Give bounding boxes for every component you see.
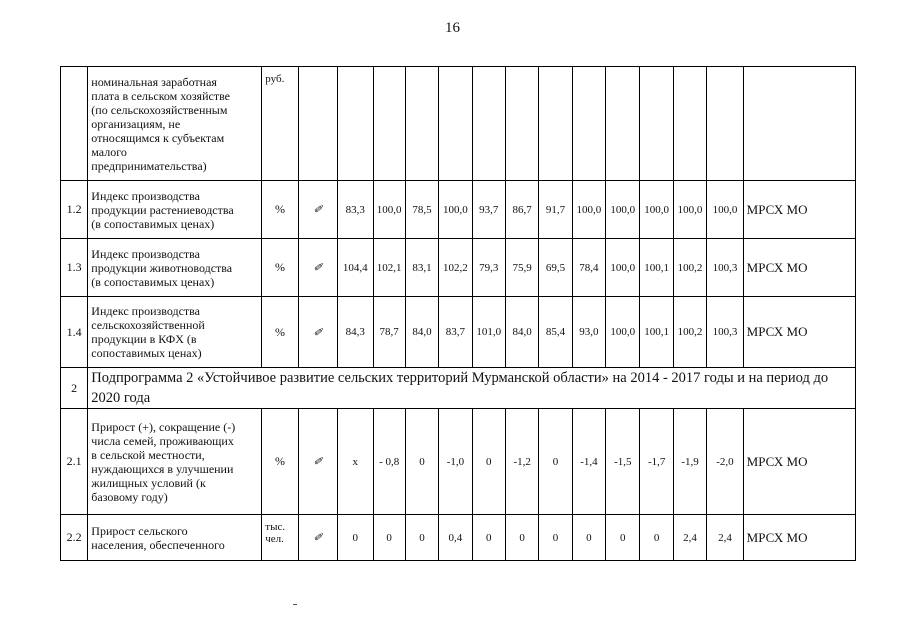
executor-cell: МРСХ МО xyxy=(743,409,855,515)
indicator-name-line: Прирост (+), сокращение (-) xyxy=(91,419,236,434)
value-cell: 83,1 xyxy=(405,239,438,297)
value-cell: 84,3 xyxy=(338,297,373,368)
indicator-name-line: номинальная заработная xyxy=(91,74,217,89)
indicator-name-line: числа семей, проживающих xyxy=(91,433,234,448)
value-cell xyxy=(606,67,640,181)
indicator-name-line: продукции животноводства xyxy=(91,260,233,275)
row-number: 2.2 xyxy=(61,515,88,561)
value-cell: 100,2 xyxy=(673,297,706,368)
value-cell xyxy=(572,67,605,181)
value-cell: 0 xyxy=(539,515,572,561)
handwritten-mark xyxy=(298,67,337,181)
indicator-name-line: организациям, не xyxy=(91,116,181,131)
value-cell xyxy=(338,67,373,181)
value-cell: 100,0 xyxy=(606,297,640,368)
value-cell: 85,4 xyxy=(539,297,572,368)
value-cell: 100,1 xyxy=(640,239,673,297)
table-row xyxy=(61,297,856,368)
value-cell: 78,4 xyxy=(572,239,605,297)
executor-cell: МРСХ МО xyxy=(743,181,855,239)
value-cell: 69,5 xyxy=(539,239,572,297)
unit-cell: % xyxy=(262,409,298,515)
row-number: 2 xyxy=(61,368,88,409)
indicator-name-line: относящимся к субъектам xyxy=(91,130,225,145)
value-cell: 100,3 xyxy=(707,239,743,297)
value-cell xyxy=(373,67,405,181)
value-cell: 86,7 xyxy=(505,181,538,239)
indicator-name-line: сопоставимых ценах) xyxy=(91,346,202,360)
page-number: 16 xyxy=(445,20,460,36)
value-cell: 0 xyxy=(472,409,505,515)
value-cell xyxy=(673,67,706,181)
value-cell: 0,4 xyxy=(439,515,472,561)
handwritten-mark: ✐ xyxy=(298,515,337,561)
unit-cell: руб. xyxy=(262,67,298,181)
value-cell xyxy=(472,67,505,181)
value-cell: 75,9 xyxy=(505,239,538,297)
subprogram-title: Подпрограмма 2 «Устойчивое развитие сельских территорий Мурманской области» на 2014 - 2017 годы и на период до 2020 года xyxy=(88,368,856,409)
indicator-name-line: Индекс производства xyxy=(91,304,201,318)
value-cell: 100,0 xyxy=(640,181,673,239)
value-cell xyxy=(405,67,438,181)
value-cell: 100,0 xyxy=(606,239,640,297)
table-row xyxy=(61,67,856,181)
value-cell: 2,4 xyxy=(673,515,706,561)
value-cell: 0 xyxy=(606,515,640,561)
indicator-name-line: продукции в КФХ (в xyxy=(91,332,197,346)
table-row xyxy=(61,181,856,239)
row-number: 1.2 xyxy=(61,181,88,239)
value-cell: 91,7 xyxy=(539,181,572,239)
value-cell: 100,0 xyxy=(707,181,743,239)
indicator-name xyxy=(88,409,262,515)
value-cell: 100,0 xyxy=(606,181,640,239)
value-cell: 100,2 xyxy=(673,239,706,297)
value-cell: -1,7 xyxy=(640,409,673,515)
indicator-name-line: предпринимательства) xyxy=(91,158,207,173)
value-cell: 0 xyxy=(640,515,673,561)
row-number xyxy=(61,67,88,181)
value-cell: 83,7 xyxy=(439,297,472,368)
value-cell: 83,3 xyxy=(338,181,373,239)
value-cell: 101,0 xyxy=(472,297,505,368)
value-cell: 100,0 xyxy=(439,181,472,239)
value-cell: - 0,8 xyxy=(373,409,405,515)
indicator-name-line: Индекс производства xyxy=(91,188,201,203)
indicator-name-line: нуждающихся в улучшении xyxy=(91,461,234,476)
value-cell: 93,7 xyxy=(472,181,505,239)
indicator-name xyxy=(88,297,262,368)
indicators-table xyxy=(60,66,856,561)
value-cell: 100,0 xyxy=(673,181,706,239)
indicator-name xyxy=(88,515,262,561)
unit-cell: % xyxy=(262,181,298,239)
indicator-name-line: плата в сельском хозяйстве xyxy=(91,88,230,103)
executor-cell: МРСХ МО xyxy=(743,515,855,561)
table-row xyxy=(61,515,856,561)
value-cell: 102,2 xyxy=(439,239,472,297)
value-cell: 0 xyxy=(572,515,605,561)
indicator-name-line: населения, обеспеченного xyxy=(91,537,225,552)
handwritten-mark: ✐ xyxy=(298,409,337,515)
executor-cell: МРСХ МО xyxy=(743,297,855,368)
value-cell: 0 xyxy=(539,409,572,515)
value-cell: -2,0 xyxy=(707,409,743,515)
indicator-name-line: малого xyxy=(91,144,127,159)
row-number: 1.4 xyxy=(61,297,88,368)
handwritten-mark: ✐ xyxy=(298,297,337,368)
value-cell: -1,0 xyxy=(439,409,472,515)
value-cell: 0 xyxy=(405,409,438,515)
unit-cell: % xyxy=(262,239,298,297)
value-cell: -1,9 xyxy=(673,409,706,515)
indicator-name-line: жилищных условий (к xyxy=(91,475,206,490)
value-cell: 100,0 xyxy=(572,181,605,239)
scan-speck xyxy=(293,604,297,605)
value-cell: 0 xyxy=(505,515,538,561)
value-cell: -1,4 xyxy=(572,409,605,515)
unit-cell: % xyxy=(262,297,298,368)
value-cell xyxy=(505,67,538,181)
indicator-name xyxy=(88,67,262,181)
table-row xyxy=(61,239,856,297)
value-cell xyxy=(640,67,673,181)
value-cell: 79,3 xyxy=(472,239,505,297)
handwritten-mark: ✐ xyxy=(298,239,337,297)
row-number: 2.1 xyxy=(61,409,88,515)
indicator-name-line: Прирост сельского xyxy=(91,523,188,538)
value-cell: 100,3 xyxy=(707,297,743,368)
indicator-name-line: (по сельскохозяйственным xyxy=(91,102,228,117)
handwritten-mark: ✐ xyxy=(298,181,337,239)
table-row xyxy=(61,409,856,515)
value-cell: 84,0 xyxy=(505,297,538,368)
value-cell: -1,2 xyxy=(505,409,538,515)
value-cell xyxy=(707,67,743,181)
indicator-name-line: Индекс производства xyxy=(91,246,201,261)
unit-cell: тыс. чел. xyxy=(262,515,298,561)
indicator-name-line: в сельской местности, xyxy=(91,447,205,462)
indicator-name-line: (в сопоставимых ценах) xyxy=(91,216,215,231)
value-cell: 0 xyxy=(338,515,373,561)
value-cell: 93,0 xyxy=(572,297,605,368)
value-cell: 78,5 xyxy=(405,181,438,239)
indicator-name-line: продукции растениеводства xyxy=(91,202,234,217)
value-cell: 78,7 xyxy=(373,297,405,368)
table-row xyxy=(61,368,856,409)
value-cell xyxy=(539,67,572,181)
value-cell: 0 xyxy=(472,515,505,561)
indicator-name-line: сельскохозяйственной xyxy=(91,318,205,332)
value-cell: 2,4 xyxy=(707,515,743,561)
value-cell: 104,4 xyxy=(338,239,373,297)
value-cell: 100,1 xyxy=(640,297,673,368)
value-cell: 0 xyxy=(405,515,438,561)
indicator-name-line: базовому году) xyxy=(91,489,168,504)
value-cell: 100,0 xyxy=(373,181,405,239)
indicator-name xyxy=(88,239,262,297)
value-cell: 0 xyxy=(373,515,405,561)
value-cell: x xyxy=(338,409,373,515)
value-cell xyxy=(439,67,472,181)
indicator-name-line: (в сопоставимых ценах) xyxy=(91,274,215,289)
value-cell: 102,1 xyxy=(373,239,405,297)
value-cell: 84,0 xyxy=(405,297,438,368)
value-cell: -1,5 xyxy=(606,409,640,515)
row-number: 1.3 xyxy=(61,239,88,297)
executor-cell: МРСХ МО xyxy=(743,239,855,297)
indicator-name xyxy=(88,181,262,239)
executor-cell xyxy=(743,67,855,181)
